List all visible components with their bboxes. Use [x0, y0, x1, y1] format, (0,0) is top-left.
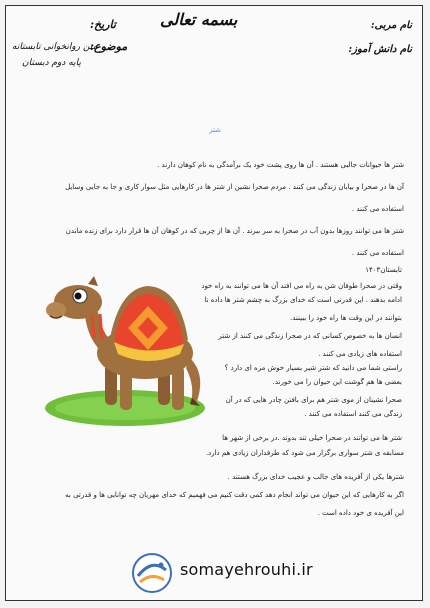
subject-value-line2: پایه دوم دبستان [22, 58, 81, 68]
article-title: شتر [209, 126, 221, 134]
paragraph-line: استفاده می کنند . [351, 205, 404, 213]
paragraph-line: بعضی ها هم گوشت این حیوان را می خورند. [272, 378, 402, 386]
site-logo-icon [128, 552, 176, 594]
paragraph-line: ادامه بدهند . این قدرتی است که خدای بزرگ به چشم شتر ها داده تا [204, 296, 402, 304]
teacher-name-label: نام مربی: [370, 20, 412, 31]
season-note: تابستان۱۴۰۳ [365, 266, 402, 274]
paragraph-line: استفاده می کنند . [351, 249, 404, 257]
subject-value-line1: متن روانخوانی تابستانه [12, 42, 98, 52]
paragraph-line: زندگی می کنند استفاده می کنند . [304, 410, 402, 418]
paragraph-line: این آفریده ی خود داده است . [317, 509, 404, 517]
paragraph-line: شتر ها می توانند روزها بدون آب در صحرا به سر ببرند . آن ها از چربی که در کوهان آن ها قرار دارد برای زنده ماندن [65, 227, 404, 235]
paragraph-line: راستی شما می دانید که شتر شیر بسیار خوش مزه ای دارد ؟ [224, 364, 402, 372]
paragraph-line: صحرا نشینان از موی شتر هم برای بافتن چادر هایی که در آن [225, 396, 402, 404]
paragraph-line: شتر ها می توانند در صحرا خیلی تند بدوند .در برخی از شهر ها [222, 434, 402, 442]
paragraph-line: مسابقه ی شتر سواری برگزار می شود که طرفداران زیادی هم دارد. [205, 449, 404, 457]
paragraph-line: شتر ها حیوانات جالبی هستند . آن ها روی پشت خود یک برآمدگی به نام کوهان دارند . [157, 161, 404, 169]
paragraph-line: استفاده های زیادی می کنند . [318, 350, 402, 358]
subject-label: موضوع: [90, 40, 128, 53]
paragraph-line: وقتی در صحرا طوفان شن به راه می افتد آن ها می توانند به راه خود [201, 282, 402, 290]
date-label: تاریخ: [90, 18, 116, 31]
paragraph-line: بتوانند در این وقت ها راه خود را ببینند. [290, 314, 402, 322]
student-name-label: نام دانش آموز: [348, 44, 412, 55]
paragraph-line: اگر به کارهایی که این حیوان می تواند انجام دهد کمی دقت کنیم می فهمیم که خدای مهربان چه توانایی ها و قدرتی به [65, 491, 404, 499]
paragraph-line: انسان ها به خصوص کسانی که در صحرا زندگی می کنند از شتر [218, 332, 402, 340]
camel-pupil [75, 293, 82, 300]
site-url: somayehrouhi.ir [180, 560, 313, 579]
camel-snout [46, 302, 66, 318]
paragraph-line: شترها یکی از آفریده های جالب و عجیب خدای بزرگ هستند . [227, 473, 404, 481]
paragraph-line: آن ها در صحرا و بیابان زندگی می کنند . مردم صحرا نشین از شتر ها در کارهایی مثل سوار کاری و جا به جایی وسایل [65, 183, 404, 191]
camel-illustration [30, 258, 210, 433]
basmala-heading: بسمه تعالی [160, 10, 238, 29]
camel-ear [88, 276, 98, 286]
